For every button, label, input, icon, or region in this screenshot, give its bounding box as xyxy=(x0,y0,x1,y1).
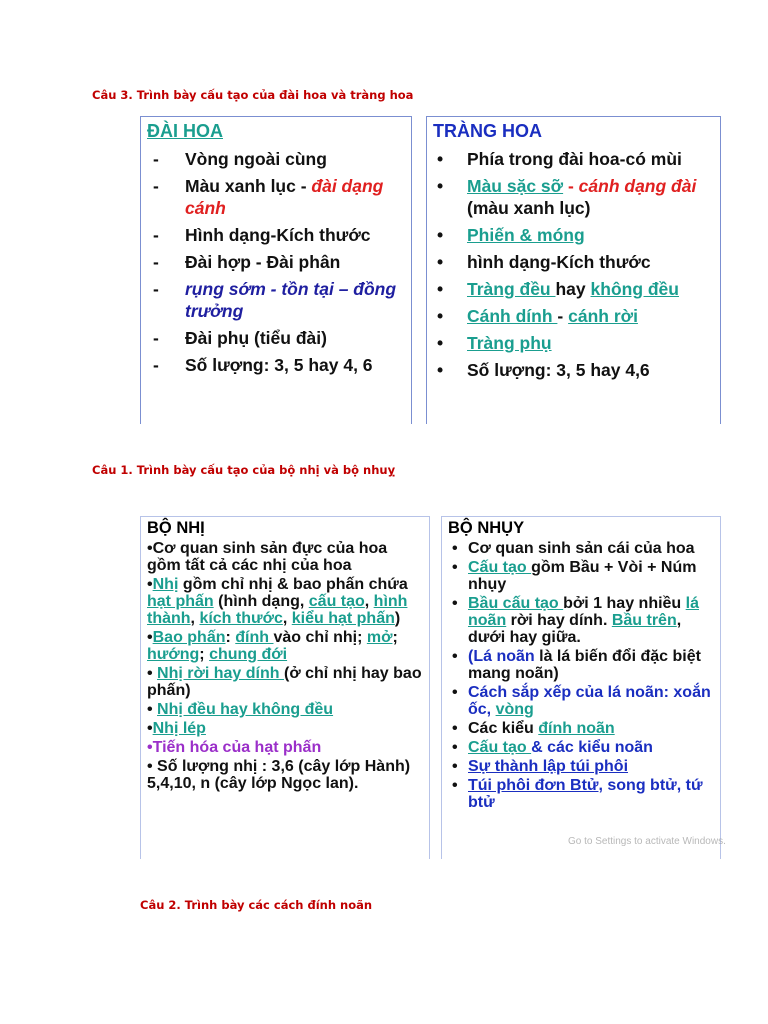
list-item: - Hình dạng-Kích thước xyxy=(147,224,405,246)
list-item: •Bao phấn: đính vào chỉ nhị; mở; hướng; chung đới xyxy=(147,629,398,663)
list-item: • Phiến & móng xyxy=(433,224,714,246)
activation-watermark: Go to Settings to activate Windows. xyxy=(568,836,726,847)
list-item: - Vòng ngoài cùng xyxy=(147,148,405,170)
list-item: • Tràng đều hay không đều xyxy=(433,278,714,300)
bo-nhi-panel xyxy=(140,516,430,859)
list-item: • hình dạng-Kích thước xyxy=(433,251,714,273)
list-item: • Cấu tạo & các kiểu noãn xyxy=(448,739,714,756)
list-item: •Nhị gồm chỉ nhị & bao phấn chứa hạt phấn (hình dạng, cấu tạo, hình thành, kích thước, kiểu hạt phấn) xyxy=(147,576,408,627)
list-item: • Bầu cấu tạo bởi 1 hay nhiều lá noãn rời hay dính. Bầu trên, dưới hay giữa. xyxy=(448,595,714,646)
list-item: - Đài hợp - Đài phân xyxy=(147,251,405,273)
dai-hoa-list xyxy=(147,148,405,376)
dai-hoa-panel xyxy=(140,116,412,424)
list-item: - rụng sớm - tồn tại – đồng trưởng xyxy=(147,278,405,322)
list-item: • Màu sặc sỡ - cánh dạng đài (màu xanh lục) xyxy=(433,175,714,219)
bo-nhuy-heading: BỘ NHỤY xyxy=(448,519,525,537)
list-item: • Sự thành lập túi phôi xyxy=(448,758,714,775)
dai-hoa-heading: ĐÀI HOA xyxy=(147,121,223,141)
list-item: • Cơ quan sinh sản cái của hoa xyxy=(448,540,714,557)
list-item: •Cơ quan sinh sản đực của hoa gồm tất cả các nhị của hoa xyxy=(147,540,388,574)
list-item: • Nhị đều hay không đều xyxy=(147,701,334,718)
list-item: • Phía trong đài hoa-có mùi xyxy=(433,148,714,170)
trang-hoa-list xyxy=(433,148,714,381)
bo-nhi-heading: BỘ NHỊ xyxy=(147,519,205,537)
list-item: • Cấu tạo gồm Bầu + Vòi + Núm nhụy xyxy=(448,559,714,593)
list-item: • (Lá noãn là lá biến đổi đặc biệt mang noãn) xyxy=(448,648,714,682)
question-1-title: Câu 1. Trình bày cấu tạo của bộ nhị và bộ nhuỵ xyxy=(92,463,396,477)
trang-hoa-heading: TRÀNG HOA xyxy=(433,121,542,141)
list-item: • Số lượng nhị : 3,6 (cây lớp Hành) 5,4,10, n (cây lớp Ngọc lan). xyxy=(147,758,411,792)
list-item: •Nhị lép xyxy=(147,720,206,737)
list-item: • Các kiểu đính noãn xyxy=(448,720,714,737)
list-item: - Số lượng: 3, 5 hay 4, 6 xyxy=(147,354,405,376)
list-item: - Màu xanh lục - đài dạng cánh xyxy=(147,175,405,219)
list-item: • Túi phôi đơn Btử, song btử, tứ btử xyxy=(448,777,714,811)
question-3-title: Câu 3. Trình bày cấu tạo của đài hoa và tràng hoa xyxy=(92,88,414,102)
bo-nhuy-list xyxy=(448,540,714,811)
list-item: • Số lượng: 3, 5 hay 4,6 xyxy=(433,359,714,381)
list-item: • Nhị rời hay dính (ở chỉ nhị hay bao phấn) xyxy=(147,665,422,699)
list-item: • Tràng phụ xyxy=(433,332,714,354)
bo-nhi-list xyxy=(147,540,423,792)
list-item: • Cách sắp xếp của lá noãn: xoắn ốc, vòng xyxy=(448,684,714,718)
list-item: •Tiến hóa của hạt phấn xyxy=(147,739,322,756)
question-2-title: Câu 2. Trình bày các cách đính noãn xyxy=(140,898,373,912)
list-item: - Đài phụ (tiểu đài) xyxy=(147,327,405,349)
trang-hoa-panel xyxy=(426,116,721,424)
list-item: • Cánh dính - cánh rời xyxy=(433,305,714,327)
bo-nhuy-panel xyxy=(441,516,721,859)
